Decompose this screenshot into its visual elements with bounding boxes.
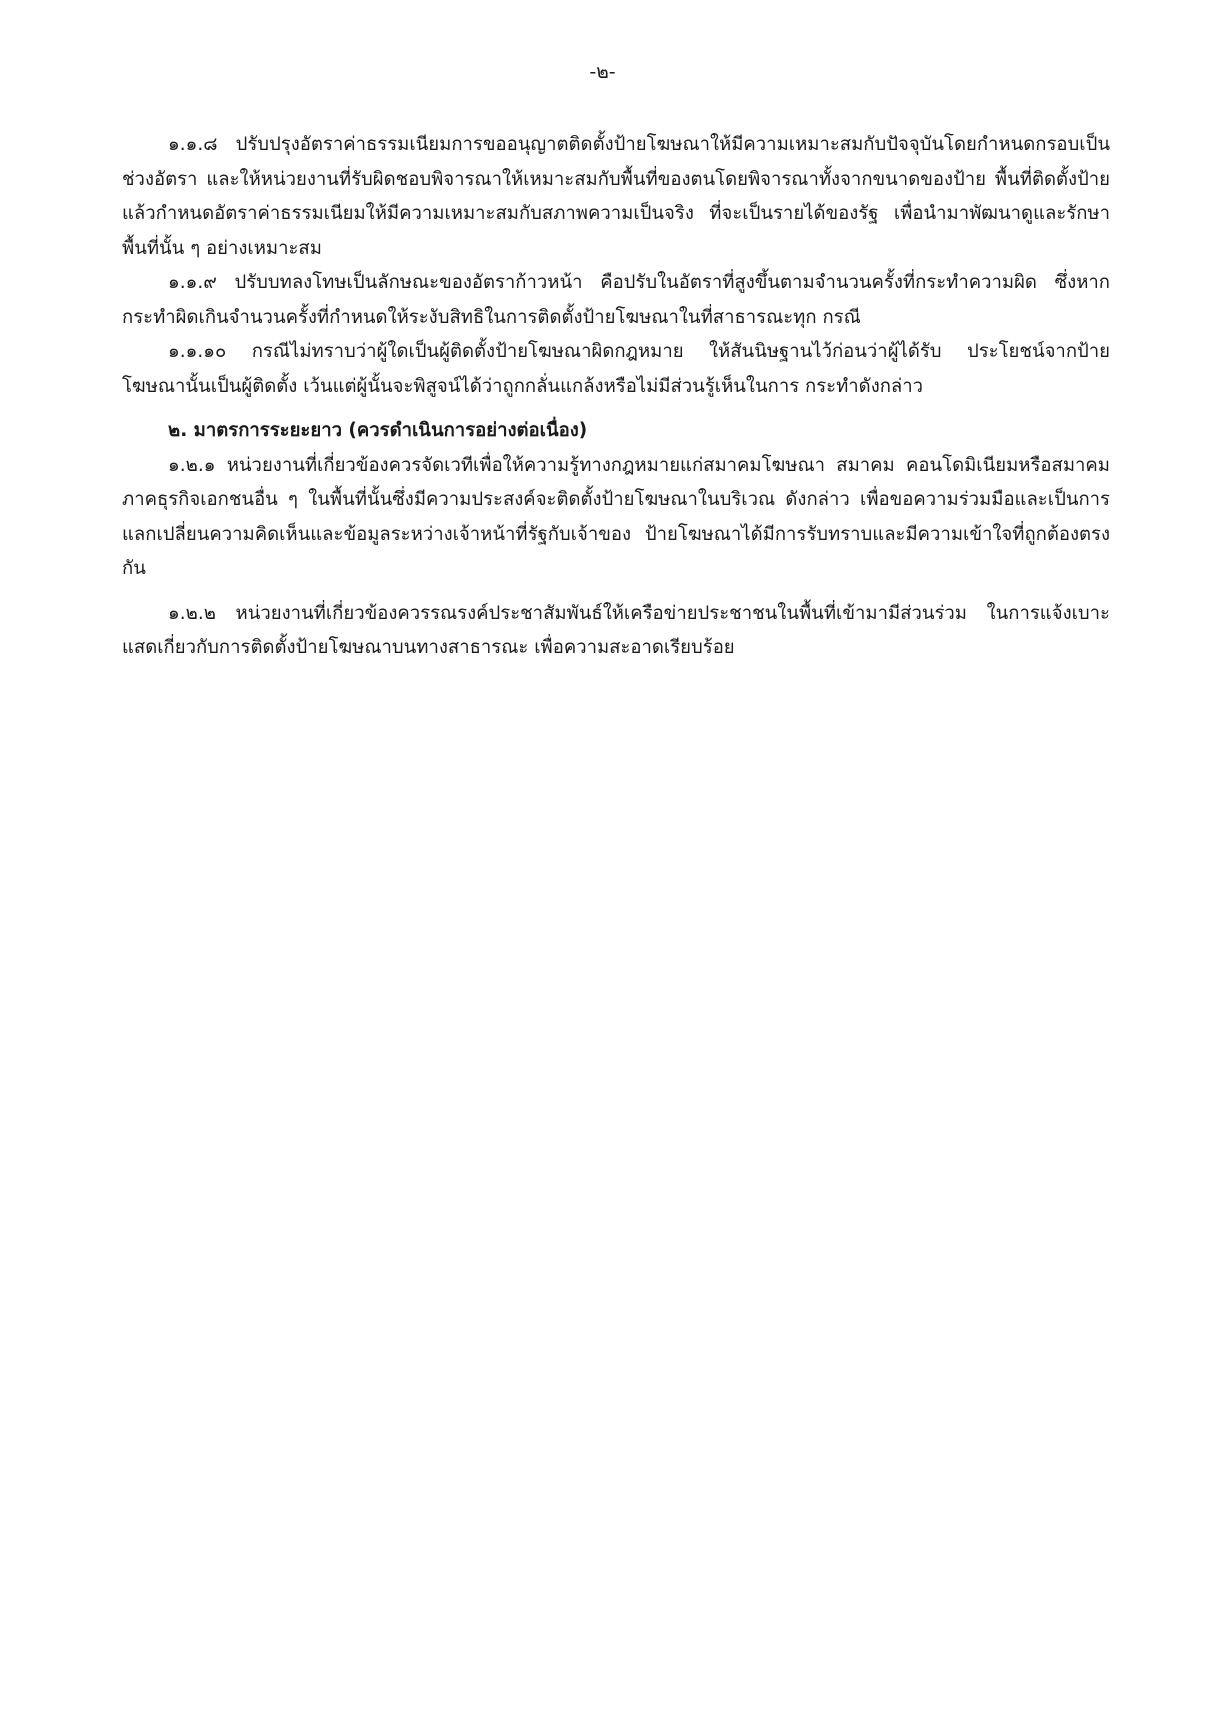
paragraph-1-2-1: ๑.๒.๑ หน่วยงานที่เกี่ยวข้องควรจัดเวทีเพื่อให้ความรู้ทางกฎหมายแก่สมาคมโฆษณา สมาคม คอนโดมิเนียมหรือสมาคมภาคธุรกิจเอกชนอื่น ๆ ในพื้นที่นั้นซึ่งมีความประสงค์จะติดตั้งป้ายโฆษณาในบริเวณ ดังกล่าว เพื่อขอความร่วมมือและเป็นการแลกเปลี่ยนความคิดเห็นและข้อมูลระหว่างเจ้าหน้าที่รัฐกับเจ้าของ ป้ายโฆษณาได้มีการรับทราบและมีความเข้าใจที่ถูกต้องตรงกัน xyxy=(122,454,1110,579)
document-body xyxy=(122,128,1110,666)
paragraph-1-1-10: ๑.๑.๑๐ กรณีไม่ทราบว่าผู้ใดเป็นผู้ติดตั้งป้ายโฆษณาผิดกฎหมาย ให้สันนิษฐานไว้ก่อนว่าผู้ได้รับ ประโยชน์จากป้ายโฆษณานั้นเป็นผู้ติดตั้ง เว้นแต่ผู้นั้นจะพิสูจน์ได้ว่าถูกกลั่นแกล้งหรือไม่มีส่วนรู้เห็นในการ กระทำดังกล่าว xyxy=(122,341,1110,397)
section-heading-long-term: ๒. มาตรการระยะยาว (ควรดำเนินการอย่างต่อเนื่อง) xyxy=(168,420,588,441)
paragraph-1-1-9: ๑.๑.๙ ปรับบทลงโทษเป็นลักษณะของอัตราก้าวหน้า คือปรับในอัตราที่สูงขึ้นตามจำนวนครั้งที่กระทำความผิด ซึ่งหากกระทำผิดเกินจำนวนครั้งที่กำหนดให้ระงับสิทธิในการติดตั้งป้ายโฆษณาในที่สาธารณะทุก กรณี xyxy=(122,272,1110,328)
paragraph-1-2-2: ๑.๒.๒ หน่วยงานที่เกี่ยวข้องควรรณรงค์ประชาสัมพันธ์ให้เครือข่ายประชาชนในพื้นที่เข้ามามีส่วนร่วม ในการแจ้งเบาะแสดเกี่ยวกับการติดตั้งป้ายโฆษณาบนทางสาธารณะ เพื่อความสะอาดเรียบร้อย xyxy=(122,602,1110,658)
paragraph-1-1-8: ๑.๑.๘ ปรับปรุงอัตราค่าธรรมเนียมการขออนุญาตติดตั้งป้ายโฆษณาให้มีความเหมาะสมกับปัจจุบันโดยกำหนดกรอบเป็นช่วงอัตรา และให้หน่วยงานที่รับผิดชอบพิจารณาให้เหมาะสมกับพื้นที่ของตนโดยพิจารณาทั้งจากขนาดของป้าย พื้นที่ติดตั้งป้าย แล้วกำหนดอัตราค่าธรรมเนียมให้มีความเหมาะสมกับสภาพความเป็นจริง ที่จะเป็นรายได้ของรัฐ เพื่อนำมาพัฒนาดูและรักษาพื้นที่นั้น ๆ อย่างเหมาะสม xyxy=(122,134,1110,259)
page-number: -๒- xyxy=(589,61,616,83)
